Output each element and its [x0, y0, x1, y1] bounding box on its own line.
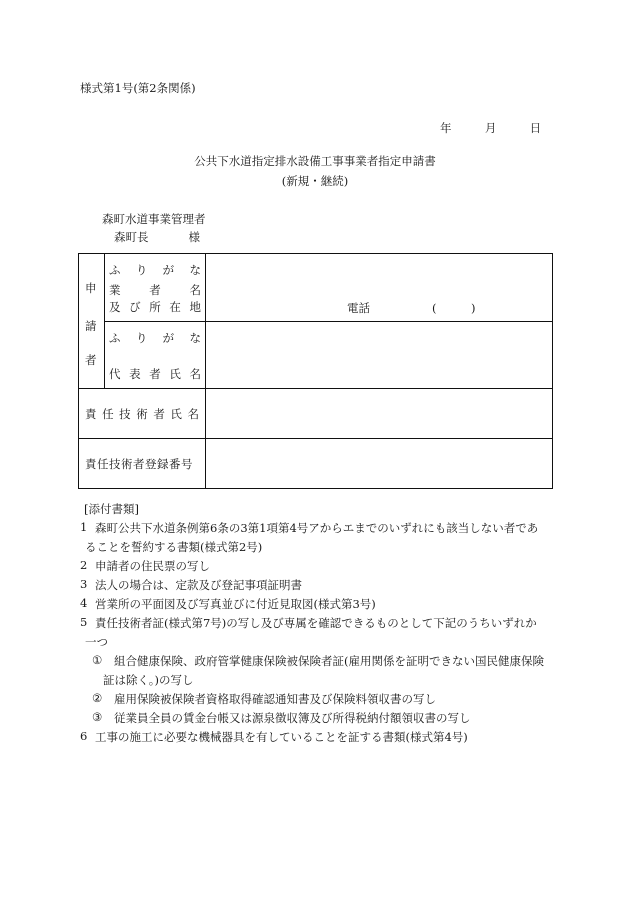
attachment-3-num: 3 [80, 577, 88, 591]
attachment-1-cont: ることを誓約する書類(様式第2号) [85, 540, 263, 554]
table-divider [104, 321, 552, 322]
phone-area-code: ( ) [432, 301, 476, 315]
applicant-label-2: 請 [85, 319, 97, 333]
document-title: 公共下水道指定排水設備工事事業者指定申請書 [194, 154, 436, 168]
attachment-6-num: 6 [80, 729, 88, 743]
address-label: 及 び 所 在 地 [109, 300, 201, 314]
engineer-name-label: 責 任 技 術 者 氏 名 [85, 407, 199, 421]
attachment-6-text: 工事の施工に必要な機械器具を有していることを証する書類(様式第4号) [95, 730, 468, 744]
attachment-2-num: 2 [80, 558, 88, 572]
attachment-5-text: 責任技術者証(様式第7号)の写し及び専属を確認できるものとして下記のうちいずれか [95, 616, 537, 630]
subitem-3-text: 従業員全員の賃金台帳又は源泉徴収簿及び所得税納付額領収書の写し [114, 711, 471, 725]
attachment-4-text: 営業所の平面図及び写真並びに付近見取図(様式第3号) [95, 597, 376, 611]
subitem-3-num: ③ [92, 710, 103, 724]
phone-label: 電話 [347, 301, 370, 315]
applicant-label-1: 申 [85, 281, 97, 295]
attachment-2-text: 申請者の住民票の写し [95, 559, 210, 573]
date-day: 日 [529, 121, 542, 135]
engineer-registration-label: 責任技術者登録番号 [85, 457, 193, 471]
addressee-honorific: 様 [188, 230, 200, 244]
business-name-label: 業 者 名 [109, 283, 201, 297]
table-divider [79, 438, 552, 439]
addressee-mayor-title: 森町長 [114, 230, 149, 244]
attachment-5-num: 5 [80, 615, 88, 629]
attachment-5-cont: 一つ [85, 635, 108, 649]
subitem-2-num: ② [92, 691, 103, 705]
business-furigana-label: ふ り が な [109, 263, 201, 277]
table-divider [205, 254, 206, 488]
representative-name-label: 代 表 者 氏 名 [109, 367, 201, 381]
date-year: 年 [440, 121, 452, 135]
form-number: 様式第1号(第2条関係) [80, 81, 196, 95]
subitem-1-cont: 証は除く。)の写し [103, 673, 194, 687]
document-subtitle: (新規・継続) [281, 174, 349, 188]
subitem-2-text: 雇用保険被保険者資格取得確認通知書及び保険料領収書の写し [114, 692, 436, 706]
attachment-3-text: 法人の場合は、定款及び登記事項証明書 [95, 578, 302, 592]
attachment-4-num: 4 [80, 596, 88, 610]
application-table [78, 253, 553, 489]
addressee-mayor [114, 229, 200, 245]
representative-furigana-label: ふ り が な [109, 331, 201, 345]
addressee-manager: 森町水道事業管理者 [102, 212, 206, 226]
attachments-heading: [添付書類] [84, 502, 139, 516]
attachment-1-text: 森町公共下水道条例第6条の3第1項第4号アからエまでのいずれにも該当しない者であ [95, 521, 539, 535]
date-month: 月 [484, 121, 497, 135]
table-divider [79, 388, 552, 389]
applicant-label-3: 者 [85, 353, 97, 367]
date-line [440, 120, 541, 136]
subitem-1-text: 組合健康保険、政府管掌健康保険被保険者証(雇用関係を証明できない国民健康保険 [114, 654, 544, 668]
attachment-1-num: 1 [80, 520, 88, 534]
subitem-1-num: ① [92, 653, 103, 667]
